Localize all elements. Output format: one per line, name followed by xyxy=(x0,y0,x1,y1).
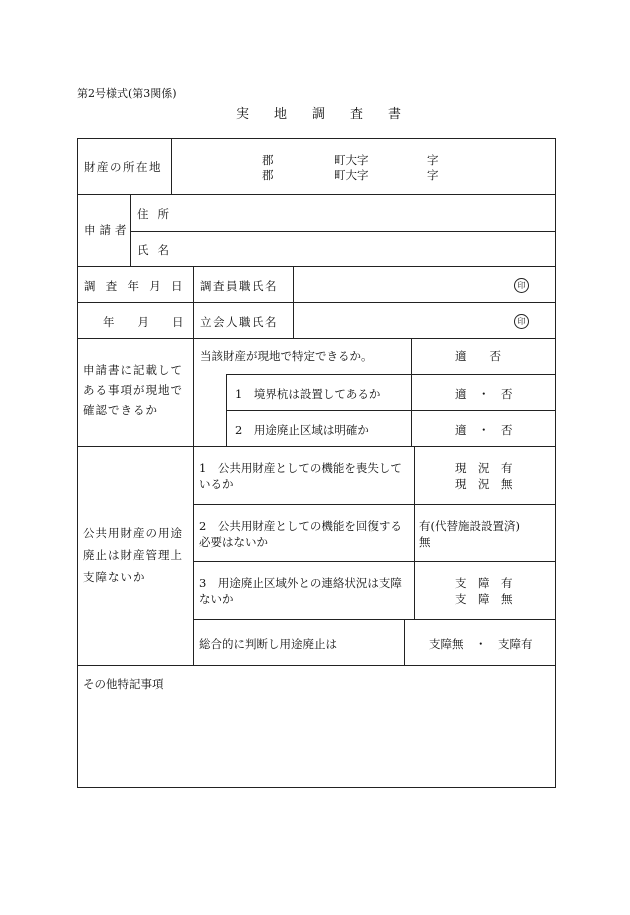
witness-label: 立会人職氏名 xyxy=(200,315,278,329)
witness-date-label: 年 月 日 xyxy=(103,315,184,329)
confirm-q2-answer[interactable]: 適 ・ 否 xyxy=(455,387,513,401)
public-q1: 1 公共用財産としての機能を喪失しているか xyxy=(199,461,402,491)
page-title: 実 地 調 査 書 xyxy=(236,107,408,122)
seal-icon: 印 xyxy=(514,314,529,329)
public-q3: 3 用途廃止区域外との連絡状況は支障ないか xyxy=(199,576,402,606)
location-machi-2: 町大字 xyxy=(334,168,369,182)
public-q1-answer-no[interactable]: 現 況 無 xyxy=(455,477,513,491)
public-q2-answer-yes[interactable]: 有(代替施設設置済) xyxy=(419,519,520,533)
location-aza-2: 字 xyxy=(427,168,439,182)
name-label: 氏名 xyxy=(137,243,178,257)
location-machi-1: 町大字 xyxy=(334,153,369,167)
remarks-field[interactable] xyxy=(78,692,554,786)
overall-judgement-label: 総合的に判断し用途廃止は xyxy=(199,637,337,651)
overall-judgement-answer[interactable]: 支障無 ・ 支障有 xyxy=(429,637,533,651)
form-number: 第2号様式(第3関係) xyxy=(77,87,177,100)
remarks-label: その他特記事項 xyxy=(83,677,164,691)
confirm-q1-answer[interactable]: 適 否 xyxy=(455,349,501,363)
confirm-q1: 当該財産が現地で特定できるか。 xyxy=(200,349,373,363)
location-gun-2: 郡 xyxy=(262,168,274,182)
public-q2: 2 公共用財産としての機能を回復する必要はないか xyxy=(199,519,402,549)
confirm-q3-answer[interactable]: 適 ・ 否 xyxy=(455,423,513,437)
confirm-section-label: 申請書に記載してある事項が現地で確認できるか xyxy=(83,363,183,417)
location-gun-1: 郡 xyxy=(262,153,274,167)
location-aza-1: 字 xyxy=(427,153,439,167)
confirm-q2: 1 境界杭は設置してあるか xyxy=(235,387,381,401)
public-section-label: 公共用財産の用途廃止は財産管理上支障ないか xyxy=(83,526,183,584)
address-label: 住所 xyxy=(137,207,178,221)
public-q3-answer-yes[interactable]: 支 障 有 xyxy=(455,576,513,590)
applicant-label: 申請者 xyxy=(84,223,131,237)
confirm-q3: 2 用途廃止区域は明確か xyxy=(235,423,369,437)
public-q1-answer-yes[interactable]: 現 況 有 xyxy=(455,461,513,475)
name-field[interactable] xyxy=(131,232,555,266)
public-q2-answer-no[interactable]: 無 xyxy=(419,535,431,549)
seal-icon: 印 xyxy=(514,278,529,293)
surveyor-label: 調査員職氏名 xyxy=(200,279,278,293)
address-field[interactable] xyxy=(131,195,555,231)
property-location-label: 財産の所在地 xyxy=(84,160,162,174)
public-q3-answer-no[interactable]: 支 障 無 xyxy=(455,592,513,606)
survey-date-label: 調 査 年 月 日 xyxy=(84,279,186,293)
